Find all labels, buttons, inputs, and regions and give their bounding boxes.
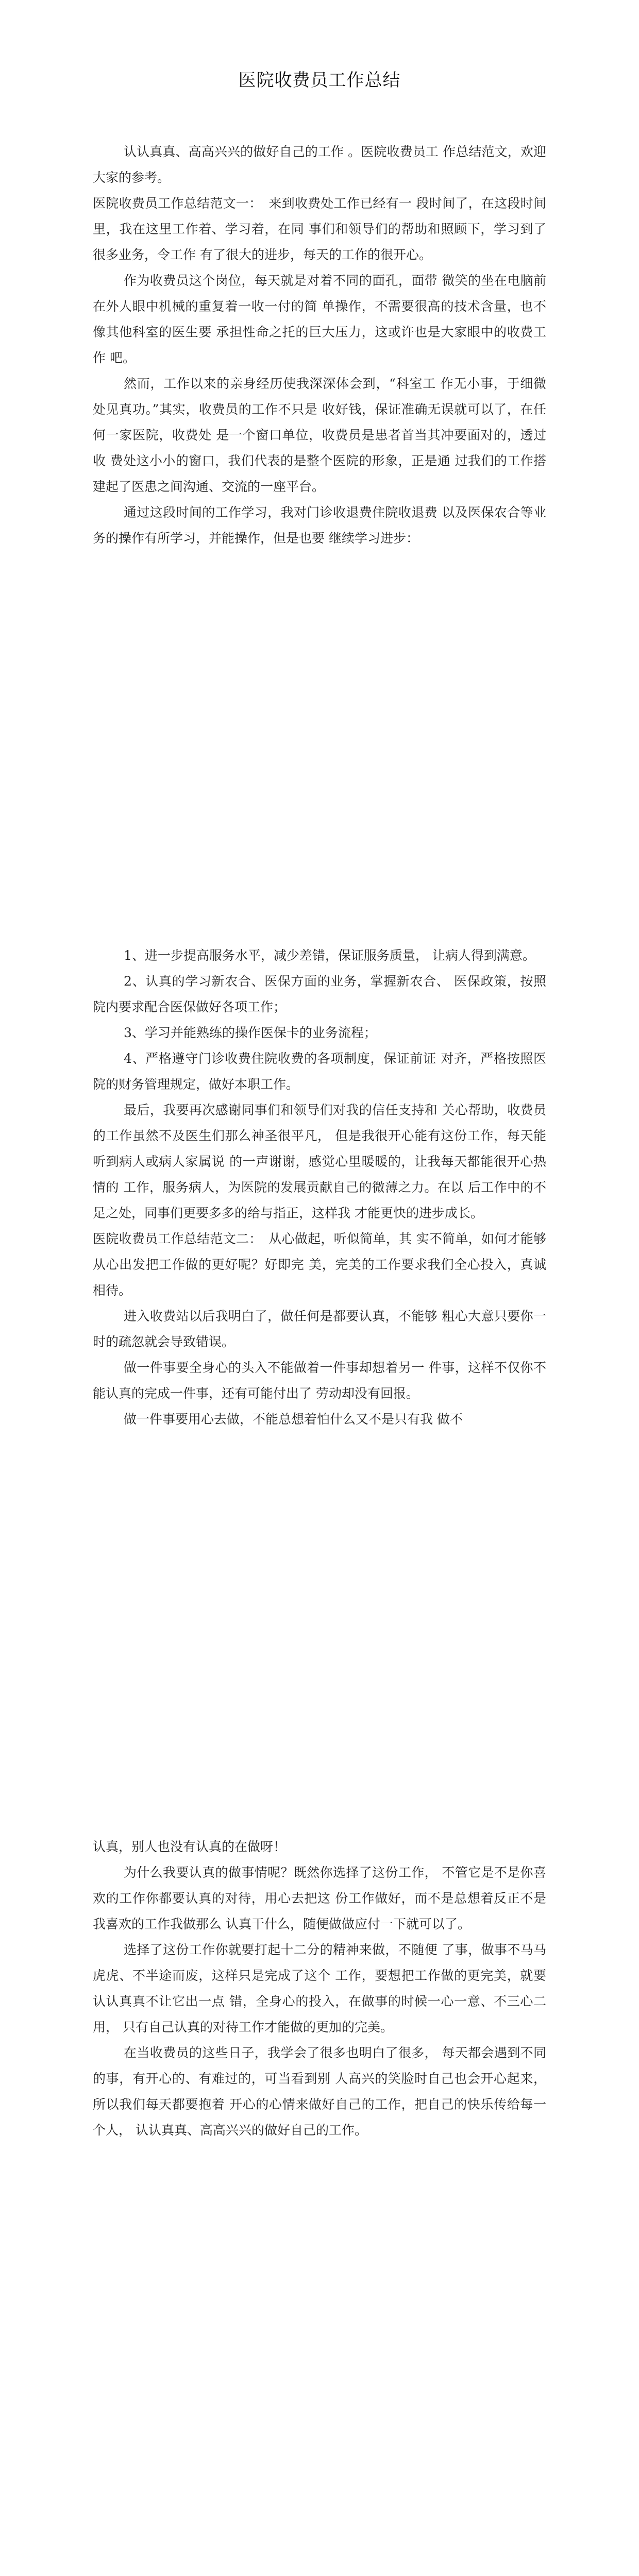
paragraph: 医院收费员工作总结范文一： 来到收费处工作已经有一 段时间了，在这段时间里，我在这里工作着、学习着，在同 事们和领导们的帮助和照顾下，学习到了很多业务，令工作 有了很大的进步，每天的工作的很开心。 — [93, 196, 546, 262]
document-title: 医院收费员工作总结 — [238, 70, 401, 91]
paragraph: 在当收费员的这些日子，我学会了很多也明白了很多， 每天都会遇到不同的事，有开心的、有难过的，可当看到别 人高兴的笑脸时自己也会开心起来，所以我们每天都要抱着 开心的心情来做好自己的工作，把自己的快乐传给每一个人， 认认真真、高高兴兴的做好自己的工作。 — [93, 2045, 546, 2138]
paragraph: 4、严格遵守门诊收费住院收费的各项制度，保证前证 对齐，严格按照医院的财务管理规定，做好本职工作。 — [93, 1051, 546, 1092]
paragraph: 选择了这份工作你就要打起十二分的精神来做，不随便 了事，做事不马马虎虎、不半途而废，这样只是完成了这个 工作，要想把工作做的更完美，就要认认真真不让它出一点 错，全身心的投入，在做事的时候一心一意、不三心二用， 只有自己认真的对待工作才能做的更加的完美。 — [93, 1942, 546, 2035]
paragraph: 然而，工作以来的亲身经历使我深深体会到，“科室工 作无小事，于细微处见真功。”其实，收费员的工作不只是 收好钱，保证准确无误就可以了，在任何一家医院，收费处 是一个窗口单位，收费员是患者首当其冲要面对的，透过收 费处这小小的窗口，我们代表的是整个医院的形象，正是通 过我们的工作搭建起了医患之间沟通、交流的一座平台。 — [93, 376, 546, 494]
section-page-1 — [93, 139, 546, 551]
paragraph: 医院收费员工作总结范文二： 从心做起，听似简单，其 实不简单，如何才能够从心出发把工作做的更好呢？好即完 美，完美的工作要求我们全心投入，真诚相待。 — [93, 1231, 546, 1298]
paragraph: 最后，我要再次感谢同事们和领导们对我的信任支持和 关心帮助，收费员的工作虽然不及医生们那么神圣很平凡， 但是我很开心能有这份工作，每天能听到病人或病人家属说 的一声谢谢，感觉心里暖暖的，让我每天都能很开心热情的 工作，服务病人，为医院的发展贡献自己的微薄之力。在以 后工作中的不足之处，同事们更要多多的给与指正，这样我 才能更快的进步成长。 — [93, 1103, 546, 1221]
paragraph: 做一件事要全身心的头入不能做着一件事却想着另一 件事，这样不仅你不能认真的完成一件事，还有可能付出了 劳动却没有回报。 — [93, 1360, 546, 1401]
paragraph: 进入收费站以后我明白了，做任何是都要认真，不能够 粗心大意只要你一时的疏忽就会导致错误。 — [93, 1309, 546, 1349]
paragraph: 认认真真、高高兴兴的做好自己的工作 。医院收费员工 作总结范文，欢迎大家的参考。 — [93, 144, 546, 185]
paragraph: 认真，别人也没有认真的在做呀！ — [93, 1839, 287, 1854]
section-page-3 — [93, 1834, 546, 2143]
section-page-2 — [93, 943, 546, 1432]
paragraph: 3、学习并能熟练的操作医保卡的业务流程； — [124, 1025, 377, 1040]
paragraph: 作为收费员这个岗位，每天就是对着不同的面孔，面带 微笑的坐在电脑前在外人眼中机械的重复着一收一付的简 单操作，不需要很高的技术含量，也不像其他科室的医生要 承担性命之托的巨大压力，这或许也是大家眼中的收费工作 吧。 — [93, 273, 546, 365]
paragraph: 做一件事要用心去做，不能总想着怕什么又不是只有我 做不 — [124, 1412, 463, 1427]
paragraph: 1、进一步提高服务水平，减少差错，保证服务质量， 让病人得到满意。 — [124, 948, 535, 963]
paragraph: 2、认真的学习新农合、医保方面的业务，掌握新农合、 医保政策，按照院内要求配合医保做好各项工作； — [93, 974, 546, 1014]
paragraph: 为什么我要认真的做事情呢？既然你选择了这份工作， 不管它是不是你喜欢的工作你都要认真的对待，用心去把这 份工作做好，而不是总想着反正不是我喜欢的工作我做那么 认真干什么，随便做做应付一下就可以了。 — [93, 1865, 546, 1931]
paragraph: 通过这段时间的工作学习，我对门诊收退费住院收退费 以及医保农合等业务的操作有所学习，并能操作，但是也要 继续学习进步： — [93, 505, 546, 546]
